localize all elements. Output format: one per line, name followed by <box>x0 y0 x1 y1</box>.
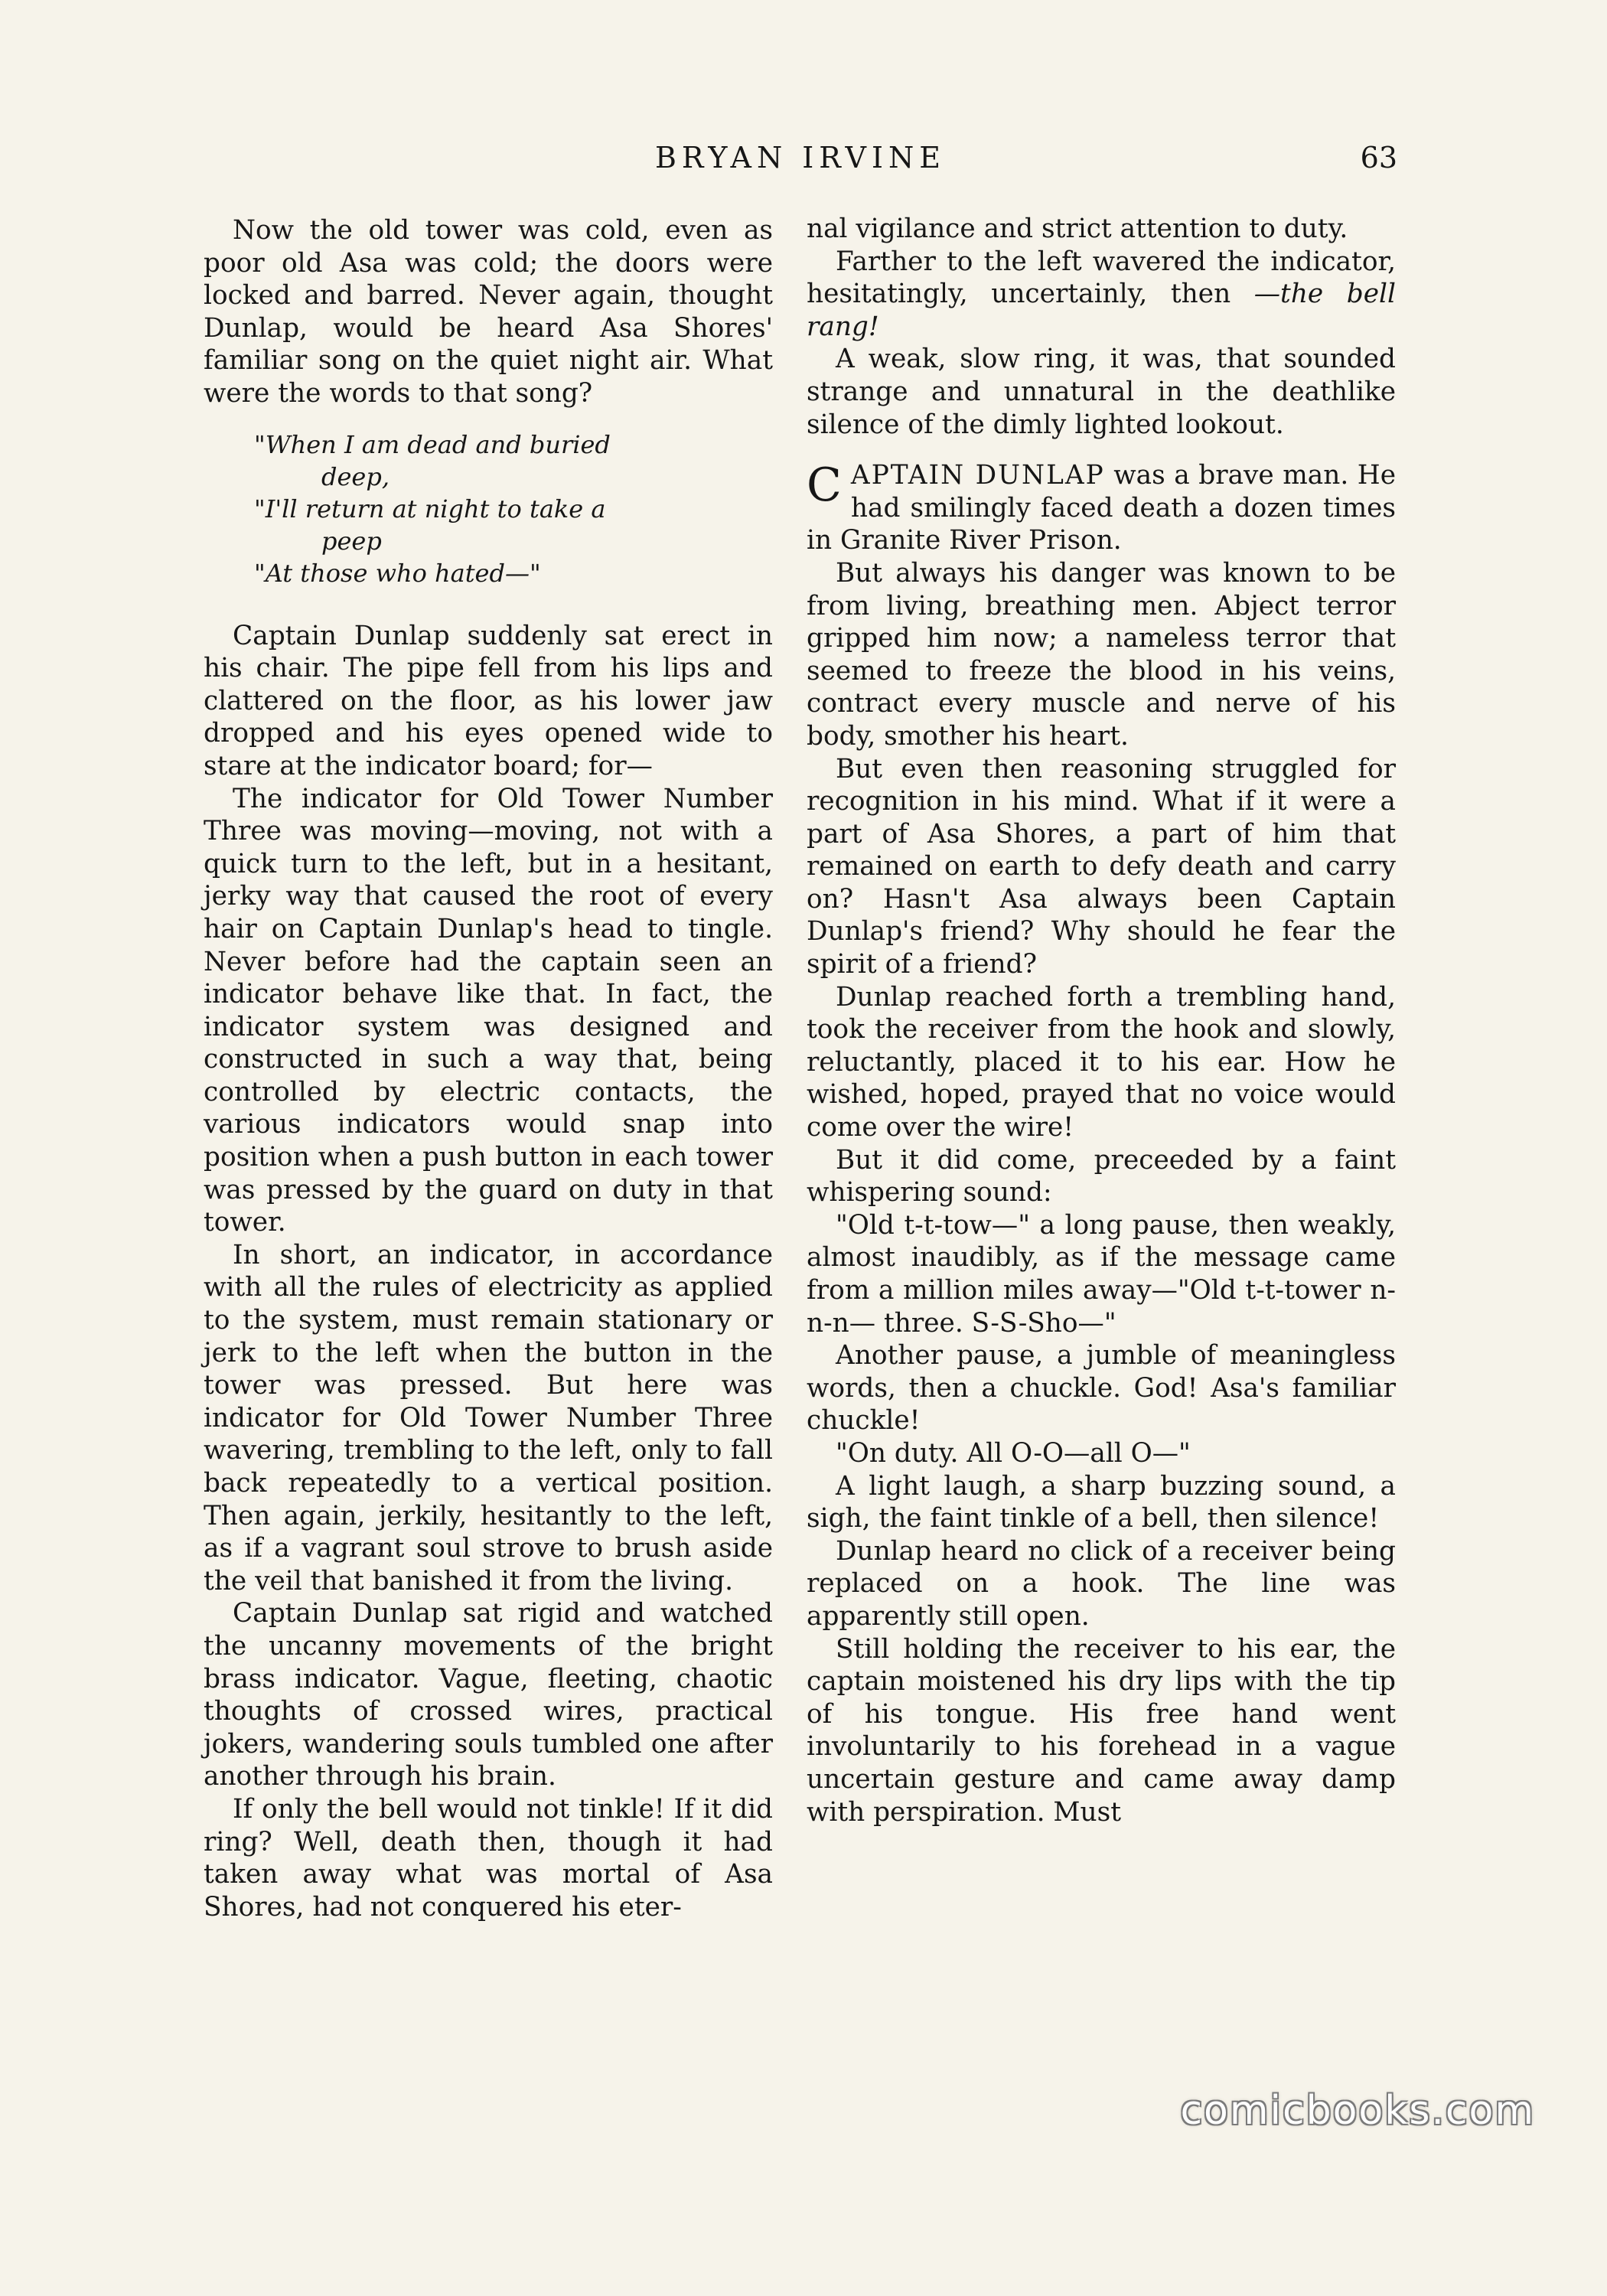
song-verse <box>254 429 773 589</box>
paragraph: In short, an indicator, in accordance with all the rules of electricity as applied to the system, must remain stationary or jerk to the left when the button in the tower was pressed. But here was indicator for Old Tower Number Three wavering, trembling to the left, only to fall back repeatedly to a vertical position. Then again, jerkily, hesitantly to the left, as if a vagrant soul strove to brush aside the veil that banished it from the living. <box>204 1239 773 1596</box>
paragraph: Now the old tower was cold, even as poor old Asa was cold; the doors were locked and barred. Never again, thought Dunlap, would be heard Asa Shores' familiar song on the quiet night air. What were the words to that song? <box>204 215 773 409</box>
paragraph: The indicator for Old Tower Number Three was moving—moving, not with a quick turn to the left, but in a hesitant, jerky way that caused the root of every hair on Captain Dunlap's head to tingle. Never before had the captain seen an indicator behave like that. In fact, the indicator system was designed and constructed in such a way that, being controlled by electric contacts, the various indicators would snap into position when a push button in each tower was pressed by the guard on duty in that tower. <box>204 783 773 1238</box>
lead-caps: APTAIN DUNLAP <box>850 460 1105 491</box>
paragraph-text: was a brave man. He had smilingly faced death a dozen times in Granite River Prison. <box>807 460 1397 556</box>
paragraph: "On duty. All O-O—all O—" <box>836 1437 1191 1469</box>
paragraph: But even then reasoning struggled for recognition in his mind. What if it were a part of Asa Shores, a part of him that remained on earth to defy death and carry on? Hasn't Asa always been Captain Dunlap's friend? Why should he fear the spirit of a friend? <box>807 753 1396 980</box>
paragraph: A light laugh, a sharp buzzing sound, a sigh, the faint tinkle of a bell, then silence! <box>807 1470 1396 1534</box>
paragraph: But always his danger was known to be from living, breathing men. Abject terror gripped him now; a nameless terror that seemed to freeze the blood in his veins, contract every muscle and nerve of his body, smother his heart. <box>807 557 1396 752</box>
page-number: 63 <box>1360 141 1397 174</box>
paragraph: nal vigilance and strict attention to duty. <box>807 214 1348 244</box>
running-head: BRYAN IRVINE <box>655 141 946 174</box>
verse-line: "At those who hated—" <box>254 558 541 588</box>
right-column <box>807 213 1396 1828</box>
paragraph: A weak, slow ring, it was, that sounded strange and unnatural in the deathlike silence of the dimly lighted lookout. <box>807 344 1396 440</box>
watermark: comicbooks.com <box>1180 2088 1535 2134</box>
paragraph: Dunlap heard no click of a receiver being replaced on a hook. The line was apparently still open. <box>807 1535 1396 1632</box>
paragraph: Another pause, a jumble of meaningless words, then a chuckle. God! Asa's familiar chuckle! <box>807 1340 1396 1437</box>
paragraph <box>807 246 1396 344</box>
paragraph: Captain Dunlap suddenly sat erect in his chair. The pipe fell from his lips and clattered on the floor, as his lower jaw dropped and his eyes opened wide to stare at the indicator board; for— <box>204 620 773 781</box>
verse-line: peep <box>321 526 382 556</box>
paragraph: But it did come, preceeded by a faint whispering sound: <box>807 1144 1396 1208</box>
verse-line: deep, <box>321 461 390 491</box>
left-column <box>204 214 773 1923</box>
section-lead-paragraph <box>807 459 1396 557</box>
page-header <box>204 141 1397 187</box>
paragraph: Captain Dunlap sat rigid and watched the uncanny movements of the bright brass indicator. Vague, fleeting, chaotic thoughts of crossed wires, practical jokers, wandering souls tumbled one after another through his brain. <box>204 1598 773 1792</box>
paragraph: Dunlap reached forth a trembling hand, took the receiver from the hook and slowly, reluctantly, placed it to his ear. How he wished, hoped, prayed that no voice would come over the wire! <box>807 981 1396 1143</box>
paragraph: Still holding the receiver to his ear, the captain moistened his dry lips with the tip of his tongue. His free hand went involuntarily to his forehead in a vague uncertain gesture and came away damp with perspiration. Must <box>807 1633 1396 1828</box>
verse-line: "I'll return at night to take a <box>254 494 606 523</box>
italic-text: —the bell rang! <box>807 279 1396 342</box>
paragraph: "Old t-t-tow—" a long pause, then weakly, almost inaudibly, as if the message came from a million miles away—"Old t-t-tower n-n-n— three. S-S-Sho—" <box>807 1209 1396 1339</box>
paragraph-text: Farther to the left wavered the indicator, hesitatingly, uncertainly, then <box>807 246 1396 310</box>
paragraph: If only the bell would not tinkle! If it did ring? Well, death then, though it had taken away what was mortal of Asa Shores, had not conquered his eter- <box>204 1793 773 1923</box>
verse-line: "When I am dead and buried <box>254 429 611 459</box>
drop-cap: C <box>807 458 842 513</box>
